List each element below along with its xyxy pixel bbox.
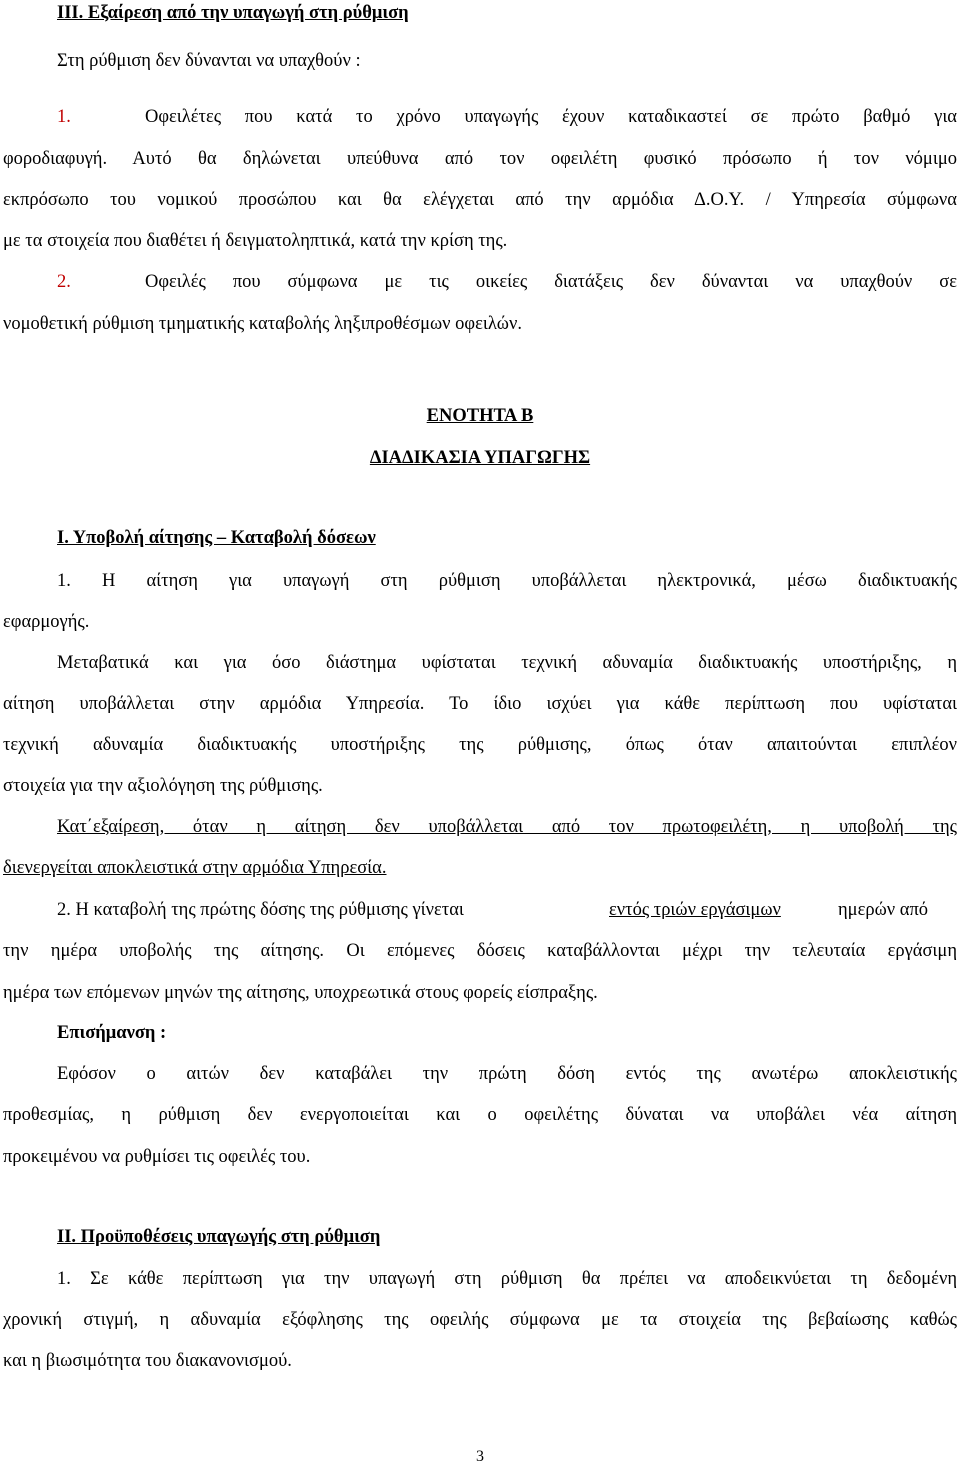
conditions-line-1: 1. Σε κάθε περίπτωση για την υπαγωγή στη ρύθμιση θα πρέπει να αποδεικνύεται τη δεδομένη: [57, 1269, 957, 1289]
note-line-2: προθεσμίας, η ρύθμιση δεν ενεργοποιείται και ο οφειλέτης δύναται να υποβάλει νέα αίτηση: [3, 1105, 957, 1125]
paragraph-3-line-2: διενεργείται αποκλειστικά στην αρμόδια Υπηρεσία.: [3, 858, 387, 878]
paragraph-1-line-2: εφαρμογής.: [3, 612, 90, 632]
paragraph-2-line-1: Μεταβατικά και για όσο διάστημα υφίσταται τεχνική αδυναμία διαδικτυακής υποστήριξης, η: [57, 653, 957, 673]
note-line-3: προκειμένου να ρυθμίσει τις οφειλές του.: [3, 1147, 311, 1167]
item-1-number: 1.: [57, 107, 71, 127]
conditions-line-2: χρονική στιγμή, η αδυναμία εξόφλησης της οφειλής σύμφωνα με τα στοιχεία της βεβαίωσης καθώς: [3, 1310, 957, 1330]
conditions-line-3: και η βιωσιμότητα του διακανονισμού.: [3, 1351, 292, 1371]
item-1-line-4: με τα στοιχεία που διαθέτει ή δειγματοληπτικά, κατά την κρίση της.: [3, 231, 508, 251]
intro-text: Στη ρύθμιση δεν δύνανται να υπαχθούν :: [57, 51, 361, 71]
paragraph-3-line-1: Κατ΄εξαίρεση, όταν η αίτηση δεν υποβάλλεται από τον πρωτοφειλέτη, η υποβολή της: [57, 817, 957, 837]
heading-procedure: ΔΙΑΔΙΚΑΣΙΑ ΥΠΑΓΩΓΗΣ: [369, 448, 591, 468]
paragraph-4-line-1-start: 2. Η καταβολή της πρώτης δόσης της ρύθμισης γίνεται: [57, 900, 464, 920]
item-1-line-2: φοροδιαφυγή. Αυτό θα δηλώνεται υπεύθυνα από τον οφειλέτη φυσικό πρόσωπο ή τον νόμιμο: [3, 149, 957, 169]
paragraph-1-line-1: 1. Η αίτηση για υπαγωγή στη ρύθμιση υποβάλλεται ηλεκτρονικά, μέσω διαδικτυακής: [57, 571, 957, 591]
item-2-number: 2.: [57, 272, 71, 292]
note-line-1: Εφόσον ο αιτών δεν καταβάλει την πρώτη δόση εντός της ανωτέρω αποκλειστικής: [57, 1064, 957, 1084]
paragraph-4-deadline: εντός τριών εργάσιμων: [609, 900, 781, 920]
heading-unit-b: ΕΝΟΤΗΤΑ Β: [426, 406, 534, 426]
section-title-exclusion: ΙΙΙ. Εξαίρεση από την υπαγωγή στη ρύθμιση: [57, 3, 409, 23]
item-2-line-2: νομοθετική ρύθμιση τμηματικής καταβολής ληξιπροθέσμων οφειλών.: [3, 314, 522, 334]
paragraph-4-line-3: ημέρα των επόμενων μηνών της αίτησης, υποχρεωτικά στους φορείς είσπραξης.: [3, 983, 598, 1003]
note-title: Επισήμανση :: [57, 1023, 167, 1043]
item-1-line-3: εκπρόσωπο του νομικού προσώπου και θα ελέγχεται από την αρμόδια Δ.Ο.Υ. / Υπηρεσία σύμφωνα: [3, 190, 957, 210]
subsection-title-submission: Ι. Υποβολή αίτησης – Καταβολή δόσεων: [57, 528, 376, 548]
paragraph-2-line-3: τεχνική αδυναμία διαδικτυακής υποστήριξης της ρύθμισης, όπως όταν απαιτούνται επιπλέον: [3, 735, 957, 755]
paragraph-4-line-1-end: ημερών από: [838, 900, 929, 920]
paragraph-2-line-2: αίτηση υποβάλλεται στην αρμόδια Υπηρεσία. Το ίδιο ισχύει για κάθε περίπτωση που υφίσταται: [3, 694, 957, 714]
item-1-line-1: Οφειλέτες που κατά το χρόνο υπαγωγής έχουν καταδικαστεί σε πρώτο βαθμό για: [145, 107, 957, 127]
subsection-title-conditions: ΙΙ. Προϋποθέσεις υπαγωγής στη ρύθμιση: [57, 1227, 381, 1247]
page-number: 3: [476, 1448, 484, 1465]
item-2-line-1: Οφειλές που σύμφωνα με τις οικείες διατάξεις δεν δύνανται να υπαχθούν σε: [145, 272, 957, 292]
paragraph-4-line-2: την ημέρα υποβολής της αίτησης. Οι επόμενες δόσεις καταβάλλονται μέχρι την τελευταία εργάσιμη: [3, 941, 957, 961]
paragraph-2-line-4: στοιχεία για την αξιολόγηση της ρύθμισης.: [3, 776, 323, 796]
